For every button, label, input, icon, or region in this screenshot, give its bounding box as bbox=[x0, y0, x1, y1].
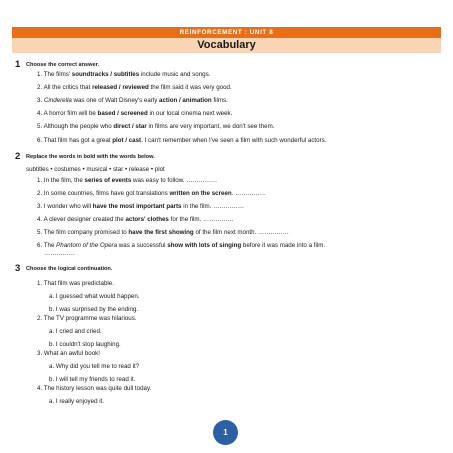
s3-question-3: 3. What an awful book! bbox=[37, 350, 100, 357]
s2-item-6-answer-line: …………… bbox=[44, 250, 75, 257]
section3-number: 3 bbox=[15, 263, 21, 274]
s3-question-4: 4. The history lesson was quite dull today. bbox=[37, 385, 152, 392]
word-bank: subtitles • costumes • musical • star • release • plot bbox=[26, 166, 165, 173]
s1-item-3: 3. Cinderella was one of Walt Disney's early action / animation films. bbox=[37, 97, 228, 104]
s3-question-2: 2. The TV programme was hilarious. bbox=[37, 315, 137, 322]
s3-option: a. I guessed what would happen. bbox=[49, 293, 140, 300]
s3-option: b. I was surprised by the ending. bbox=[49, 306, 139, 313]
s2-item-5: 5. The film company promised to have the first showing of the film next month. …………… bbox=[37, 229, 289, 236]
s3-option: b. I will tell my friends to read it. bbox=[49, 376, 136, 383]
s1-item-6: 6. That film has got a great plot / cast. I can't remember when I've seen a film with such wonderful actors. bbox=[37, 137, 327, 144]
s1-item-1: 1. The films' soundtracks / subtitles include music and songs. bbox=[37, 71, 211, 78]
s2-item-1: 1. In the film, the series of events was easy to follow. …………… bbox=[37, 177, 218, 184]
unit-banner: REINFORCEMENT : UNIT 8 bbox=[12, 27, 441, 38]
section2-number: 2 bbox=[15, 151, 21, 162]
s1-item-2: 2. All the critics that released / reviewed the film said it was very good. bbox=[37, 84, 232, 91]
section2-instruction: Replace the words in bold with the words below. bbox=[26, 154, 155, 160]
section1-heading bbox=[15, 59, 100, 70]
page-number-badge: 1 bbox=[213, 420, 238, 445]
s2-item-3: 3. I wonder who will have the most important parts in the film. …………… bbox=[37, 203, 245, 210]
s3-option: a. Why did you tell me to read it? bbox=[49, 363, 140, 370]
s2-item-6: 6. The Phantom of the Opera was a successful show with lots of singing before it was made into a film. bbox=[37, 242, 326, 249]
s3-option: a. I cried and cried. bbox=[49, 328, 102, 335]
section-title: Vocabulary bbox=[12, 38, 441, 53]
s1-item-4: 4. A horror film will be based / screened in our local cinema next week. bbox=[37, 110, 233, 117]
s3-question-1: 1. That film was predictable. bbox=[37, 280, 114, 287]
s2-item-4: 4. A clever designer created the actors' clothes for the film. …………… bbox=[37, 216, 234, 223]
section1-number: 1 bbox=[15, 59, 21, 70]
s3-option: a. I really enjoyed it. bbox=[49, 398, 105, 405]
s3-option: b. I couldn't stop laughing. bbox=[49, 341, 121, 348]
section3-heading bbox=[15, 263, 113, 274]
section1-instruction: Choose the correct answer. bbox=[26, 62, 100, 68]
s2-item-2: 2. In some countries, films have got translations written on the screen. …………… bbox=[37, 190, 267, 197]
section3-instruction: Choose the logical continuation. bbox=[26, 266, 113, 272]
s1-item-5: 5. Although the people who direct / star in films are very important, we don't see them. bbox=[37, 123, 275, 130]
section2-heading bbox=[15, 151, 155, 162]
